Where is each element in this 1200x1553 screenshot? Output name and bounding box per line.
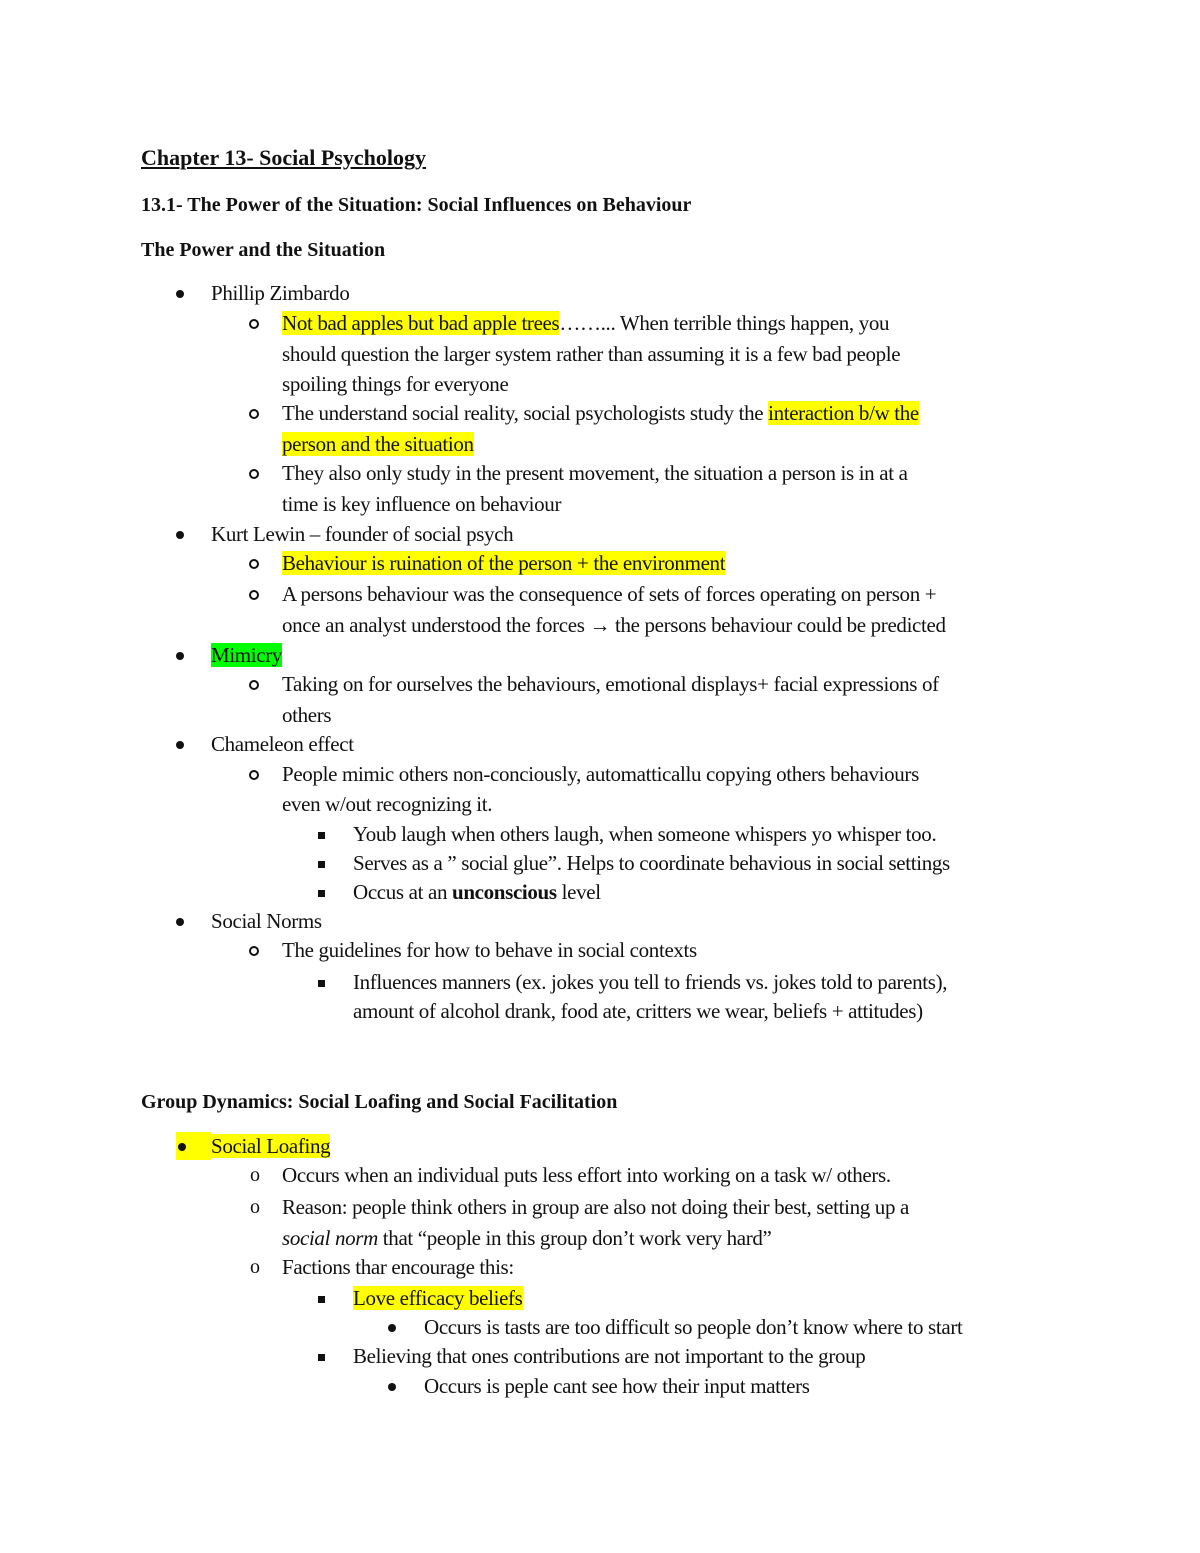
bullet-dot-icon: [176, 1132, 211, 1160]
text-run: Influences manners (ex. jokes you tell to friends vs. jokes told to parents),: [353, 970, 948, 994]
list-item-line: [424, 1313, 962, 1341]
bullet-dot-icon: [388, 1372, 396, 1400]
highlighted-text: Love efficacy beliefs: [353, 1286, 523, 1310]
list-item-line: [282, 490, 561, 518]
text-run: should question the larger system rather than assuming it is a few bad people: [282, 342, 901, 366]
text-run: Factions thar encourage this:: [282, 1255, 514, 1279]
bullet-ring-icon: [249, 670, 259, 698]
list-item-line: [282, 936, 697, 964]
bullet-square-icon: [318, 968, 325, 996]
list-item-line: [211, 730, 354, 758]
text-run: that “people in this group don’t work very hard”: [377, 1226, 772, 1250]
text-run: Youb laugh when others laugh, when someone whispers yo whisper too.: [353, 822, 937, 846]
list-item-line: [282, 1224, 772, 1252]
text-run: social norm: [282, 1226, 378, 1250]
highlighted-text: Social Loafing: [211, 1134, 331, 1158]
bullet-ring-icon: [249, 399, 259, 427]
text-run: Occurs when an individual puts less effort into working on a task w/ others.: [282, 1163, 891, 1187]
bullet-square-icon: [318, 878, 325, 906]
bullet-square-icon: [318, 1342, 325, 1370]
highlighted-text: Mimicry: [211, 643, 283, 667]
text-run: level: [556, 880, 601, 904]
text-run: others: [282, 703, 332, 727]
text-run: spoiling things for everyone: [282, 372, 509, 396]
list-item-line: [282, 1253, 514, 1281]
text-run: time is key influence on behaviour: [282, 492, 562, 516]
text-run: Reason: people think others in group are also not doing their best, setting up a: [282, 1195, 909, 1219]
list-item-line: [353, 849, 950, 877]
list-item-line: [282, 611, 946, 639]
text-run: A persons behaviour was the consequence of sets of forces operating on person +: [282, 582, 937, 606]
text-run: Taking on for ourselves the behaviours, emotional displays+ facial expressions of: [282, 672, 939, 696]
bullet-dot-icon: [388, 1313, 396, 1341]
bullet-dot-icon: [176, 520, 184, 548]
text-run: Believing that ones contributions are not important to the group: [353, 1344, 866, 1368]
text-run: Social Norms: [211, 909, 322, 933]
text-run: They also only study in the present movement, the situation a person is in at a: [282, 461, 908, 485]
bullet-square-icon: [318, 820, 325, 848]
bullet-dot-icon: [176, 730, 184, 758]
text-run: ……... When terrible things happen, you: [559, 311, 890, 335]
list-item-line: [282, 670, 939, 698]
bullet-square-icon: [318, 849, 325, 877]
bullet-dot-icon: [176, 641, 184, 669]
list-item-line: [424, 1372, 810, 1400]
bullet-ring-icon: [249, 760, 259, 788]
subsection-heading: Group Dynamics: Social Loafing and Social Facilitation: [141, 1091, 618, 1113]
list-item-line: [353, 1284, 523, 1312]
list-item-line: [282, 459, 908, 487]
section-title: 13.1- The Power of the Situation: Social Influences on Behaviour: [141, 194, 692, 216]
bullet-ring-icon: [249, 459, 259, 487]
list-item-line: [353, 878, 601, 906]
text-run: Occurs is peple cant see how their input matters: [424, 1374, 810, 1398]
text-run: Serves as a ” social glue”. Helps to coordinate behavious in social settings: [353, 851, 950, 875]
highlighted-text: Not bad apples but bad apple trees: [282, 311, 560, 335]
bullet-ring-icon: [249, 580, 259, 608]
list-item-line: [211, 907, 322, 935]
list-item-line: [282, 580, 936, 608]
list-item-line: [353, 997, 923, 1025]
text-run: unconscious: [452, 880, 557, 904]
bullet-o-icon: o: [250, 1164, 260, 1186]
highlighted-text: person and the situation: [282, 432, 474, 456]
list-item-line: [282, 399, 919, 427]
list-item-line: [211, 279, 349, 307]
text-run: the persons behaviour could be predicted: [610, 613, 946, 637]
text-run: The guidelines for how to behave in social contexts: [282, 938, 697, 962]
list-item-line: [282, 701, 331, 729]
list-item-line: [353, 1342, 865, 1370]
highlighted-text: interaction b/w the: [768, 401, 919, 425]
text-run: Occurs is tasts are too difficult so people don’t know where to start: [424, 1315, 963, 1339]
bullet-square-icon: [318, 1284, 325, 1312]
list-item-line: [282, 549, 725, 577]
list-item-line: [282, 309, 889, 337]
list-item-line: [282, 370, 508, 398]
bullet-dot-icon: [176, 279, 184, 307]
list-item-line: [211, 641, 282, 669]
list-item-line: [353, 968, 947, 996]
list-item-line: [282, 1193, 909, 1221]
bullet-ring-icon: [249, 309, 259, 337]
highlighted-text: Behaviour is ruination of the person + the environment: [282, 551, 726, 575]
list-item-line: [282, 430, 474, 458]
subsection-heading: The Power and the Situation: [141, 239, 386, 261]
text-run: even w/out recognizing it.: [282, 792, 493, 816]
bullet-ring-icon: [249, 549, 259, 577]
text-run: Occus at an: [353, 880, 453, 904]
text-run: Phillip Zimbardo: [211, 281, 350, 305]
list-item-line: [282, 760, 919, 788]
text-run: Chameleon effect: [211, 732, 354, 756]
list-item-line: [211, 520, 513, 548]
text-run: People mimic others non-conciously, automatticallu copying others behaviours: [282, 762, 919, 786]
bullet-o-icon: o: [250, 1256, 260, 1278]
bullet-o-icon: o: [250, 1196, 260, 1218]
list-item-line: [353, 820, 936, 848]
bullet-ring-icon: [249, 936, 259, 964]
chapter-title: Chapter 13- Social Psychology: [141, 145, 426, 170]
list-item-line: [282, 790, 492, 818]
list-item-line: [211, 1132, 330, 1160]
list-item-line: [282, 340, 900, 368]
bullet-dot-icon: [176, 907, 184, 935]
list-item-line: [282, 1161, 891, 1189]
text-run: once an analyst understood the forces: [282, 613, 590, 637]
text-run: Kurt Lewin – founder of social psych: [211, 522, 514, 546]
text-run: The understand social reality, social psychologists study the: [282, 401, 769, 425]
text-run: amount of alcohol drank, food ate, critters we wear, beliefs + attitudes): [353, 999, 923, 1023]
text-run: →: [589, 613, 611, 637]
